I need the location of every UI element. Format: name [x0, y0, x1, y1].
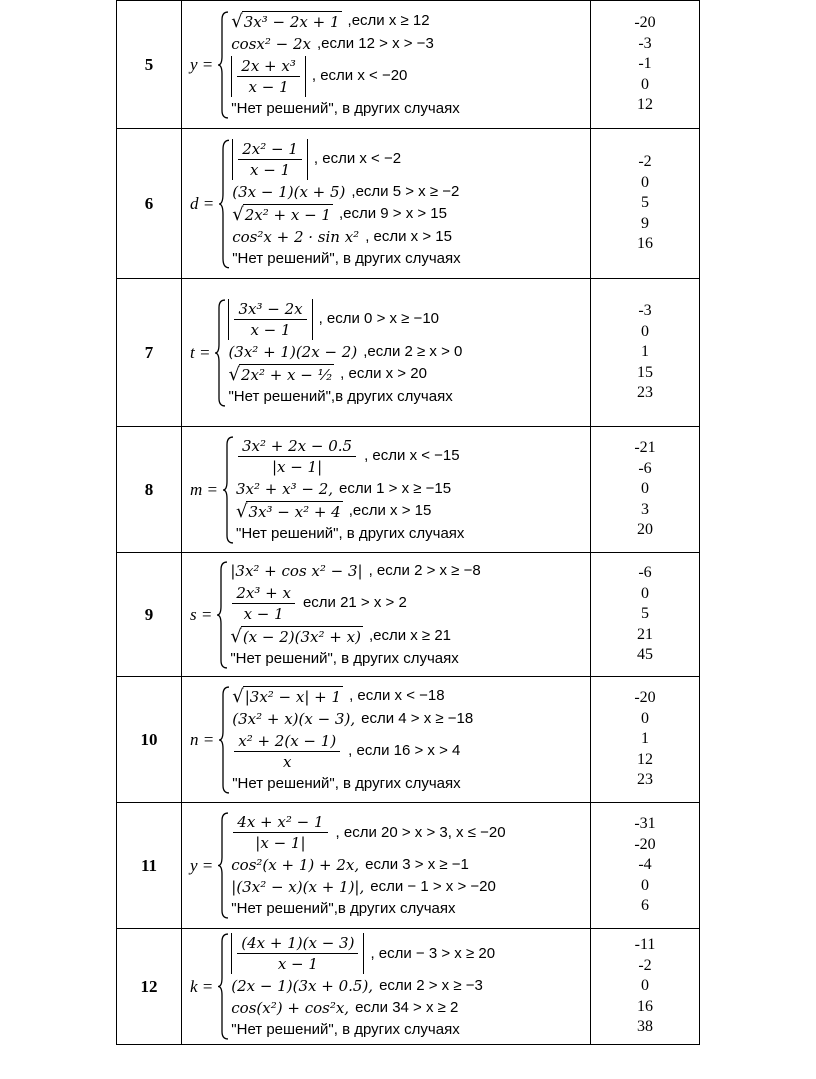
test-value: -3 [638, 302, 652, 320]
otherwise-text: "Нет решений", в других случаях [232, 774, 461, 792]
piecewise-function [182, 803, 591, 929]
case-line [230, 561, 480, 581]
case-expression [231, 56, 306, 97]
test-values [591, 803, 700, 929]
case-expression: |3x² + cos x² − 3| [230, 561, 363, 580]
denominator: x − 1 [248, 77, 289, 96]
radical-sign: √ [231, 10, 243, 32]
fraction [234, 731, 340, 772]
numerator: 3x³ − 2x [234, 299, 306, 320]
case-line [231, 976, 495, 996]
test-value: 12 [637, 750, 653, 768]
radical-sign: √ [228, 363, 240, 385]
piecewise-function [182, 553, 591, 677]
case-expression [230, 583, 297, 624]
numerator: 3x² + 2x − 0.5 [238, 436, 356, 457]
function-name: y = [190, 855, 214, 875]
case-line [232, 709, 473, 729]
case-line [232, 139, 460, 180]
test-value: 16 [637, 997, 653, 1015]
otherwise-text: "Нет решений", в других случаях [236, 524, 465, 542]
denominator: x − 1 [277, 955, 318, 973]
denominator: |x − 1| [255, 834, 306, 852]
function-definition [182, 808, 590, 923]
case-condition: , если − 3 > x ≥ 20 [370, 944, 496, 962]
task-row [117, 427, 700, 553]
task-row [117, 279, 700, 427]
case-condition: , если x < −20 [311, 67, 408, 84]
task-row [117, 1, 700, 129]
function-name: m = [190, 479, 218, 499]
case-expression: (3x − 1)(x + 5) [232, 182, 346, 201]
radical-sign: √ [236, 500, 248, 522]
test-value: -20 [634, 14, 656, 32]
cases-list [231, 812, 505, 919]
test-value: 1 [641, 343, 649, 361]
case-expression: (2x − 1)(3x + 0.5), [231, 977, 374, 995]
case-expression: cos²x + 2 · sin x² [232, 227, 360, 246]
test-value: 0 [641, 322, 649, 340]
radical-sign: √ [230, 625, 242, 647]
radicand: (x − 2)(3x² + x) [242, 627, 361, 646]
case-line [232, 731, 473, 772]
cases-list [231, 11, 459, 119]
test-values [591, 279, 700, 427]
left-brace [218, 139, 230, 269]
test-value: 3 [641, 500, 649, 518]
case-expression [232, 731, 342, 772]
tasks-table-body [117, 1, 700, 1045]
case-line [232, 182, 460, 202]
function-name: d = [190, 193, 215, 213]
test-value: -6 [638, 564, 652, 582]
case-condition: если 2 > x ≥ −3 [379, 977, 483, 994]
cases-list [230, 561, 480, 669]
cases-list [231, 933, 495, 1040]
test-value: 0 [641, 75, 649, 93]
test-value: 6 [641, 897, 649, 915]
case-expression [232, 204, 333, 225]
tasks-table [116, 0, 700, 1045]
test-value: -6 [638, 459, 652, 477]
radical-sign: √ [232, 203, 244, 225]
task-number: 9 [117, 553, 182, 677]
test-value: 0 [641, 709, 649, 727]
test-value: -20 [634, 835, 656, 853]
case-condition: ,если x > 15 [348, 502, 432, 519]
task-number: 8 [117, 427, 182, 553]
case-expression: (3x² + x)(x − 3), [232, 709, 356, 728]
absolute-value [232, 139, 308, 180]
absolute-value [228, 299, 312, 340]
case-line [231, 99, 459, 119]
function-name: k = [190, 976, 214, 996]
numerator: 4x + x² − 1 [233, 812, 327, 833]
case-expression [236, 436, 358, 477]
case-line [228, 364, 462, 385]
test-value: 5 [641, 194, 649, 212]
fraction [233, 812, 327, 853]
case-line [236, 436, 464, 477]
case-expression: cosx² − 2x [231, 34, 311, 53]
test-value: -4 [638, 856, 652, 874]
fraction [237, 56, 300, 97]
test-value: 21 [637, 625, 653, 643]
test-value: -31 [634, 815, 656, 833]
case-condition: ,если x ≥ 12 [347, 12, 430, 29]
numerator: (4x + 1)(x − 3) [237, 933, 358, 954]
left-brace [214, 299, 226, 407]
case-line [231, 855, 505, 875]
test-value: 9 [641, 214, 649, 232]
case-condition: если 21 > x > 2 [302, 594, 407, 611]
function-definition [182, 557, 590, 673]
task-row [117, 129, 700, 279]
case-line [230, 583, 480, 624]
radical-sign: √ [232, 685, 244, 707]
otherwise-text: "Нет решений",в других случаях [231, 900, 456, 917]
case-expression [232, 139, 308, 180]
task-number: 12 [117, 929, 182, 1045]
case-expression [228, 299, 312, 340]
case-condition: , если x < −2 [313, 150, 402, 167]
fraction [237, 933, 358, 974]
radicand: 3x³ − 2x + 1 [243, 12, 340, 31]
task-row [117, 677, 700, 803]
piecewise-function [182, 129, 591, 279]
case-condition: ,если x ≥ 21 [368, 627, 451, 644]
denominator: x [282, 752, 292, 771]
test-values [591, 1, 700, 129]
function-name: s = [190, 604, 213, 624]
function-definition [182, 682, 590, 798]
task-number: 10 [117, 677, 182, 803]
numerator: 2x³ + x [232, 583, 295, 604]
function-definition [182, 929, 590, 1044]
test-value: -1 [638, 55, 652, 73]
otherwise-text: "Нет решений", в других случаях [231, 99, 460, 117]
denominator: x − 1 [243, 604, 284, 623]
case-line [232, 249, 460, 269]
test-value: 0 [641, 977, 649, 995]
case-condition: если 3 > x ≥ −1 [365, 856, 469, 873]
case-line [232, 686, 473, 707]
test-values [591, 553, 700, 677]
case-condition: , если 16 > x > 4 [348, 742, 461, 759]
piecewise-function [182, 279, 591, 427]
case-condition: если 1 > x ≥ −15 [339, 479, 452, 497]
test-values [591, 427, 700, 553]
case-line [231, 933, 495, 974]
case-line [230, 626, 480, 647]
case-condition: ,если 5 > x ≥ −2 [351, 182, 460, 200]
test-value: 0 [641, 173, 649, 191]
case-condition: если 34 > x ≥ 2 [355, 999, 459, 1016]
test-value: -3 [638, 34, 652, 52]
absolute-value [231, 933, 364, 974]
case-line [228, 299, 462, 340]
otherwise-text: "Нет решений",в других случаях [228, 387, 453, 405]
case-expression: cos²(x + 1) + 2x, [231, 856, 360, 874]
case-line [228, 342, 462, 362]
fraction [238, 139, 302, 180]
left-brace [217, 933, 229, 1040]
cases-list [236, 436, 464, 544]
case-expression: cos(x²) + cos²x, [231, 999, 350, 1017]
piecewise-function [182, 929, 591, 1045]
case-line [236, 501, 464, 522]
case-condition: , если x > 20 [340, 365, 427, 382]
task-number: 6 [117, 129, 182, 279]
cases-list [232, 139, 460, 269]
radicand: 2x² + x − 1 [244, 205, 331, 224]
denominator: x − 1 [250, 320, 291, 339]
test-value: 12 [637, 96, 653, 114]
case-condition: ,если 9 > x > 15 [338, 205, 447, 222]
piecewise-function [182, 427, 591, 553]
piecewise-function [182, 677, 591, 803]
absolute-value [231, 56, 306, 97]
denominator: x − 1 [250, 160, 291, 179]
case-line [231, 998, 495, 1018]
test-value: -21 [634, 439, 656, 457]
radicand: 2x² + x − ¹⁄₂ [240, 365, 333, 384]
task-row [117, 553, 700, 677]
otherwise-text: "Нет решений", в других случаях [232, 249, 461, 267]
case-line [231, 877, 505, 897]
case-condition: , если 0 > x ≥ −10 [318, 310, 440, 327]
test-value: 5 [641, 605, 649, 623]
test-value: 23 [637, 771, 653, 789]
radicand: |3x² − x| + 1 [244, 687, 342, 706]
left-brace [217, 812, 229, 919]
case-expression [231, 933, 364, 974]
case-expression: |(3x² − x)(x + 1)|, [231, 878, 365, 896]
cases-list [228, 299, 462, 407]
case-line [232, 204, 460, 225]
case-expression [228, 364, 334, 385]
test-value: 15 [637, 363, 653, 381]
case-condition: если − 1 > x > −20 [370, 878, 496, 895]
case-condition: , если x < −15 [364, 447, 460, 464]
case-line [231, 812, 505, 853]
test-value: 45 [637, 646, 653, 664]
task-row [117, 929, 700, 1045]
test-value: -2 [638, 956, 652, 974]
fraction [238, 436, 356, 477]
test-value: 0 [641, 876, 649, 894]
left-brace [218, 686, 230, 794]
case-line [236, 524, 464, 544]
test-value: 0 [641, 480, 649, 498]
case-condition: , если x < −18 [349, 687, 445, 704]
case-line [231, 34, 459, 54]
task-number: 5 [117, 1, 182, 129]
test-value: 0 [641, 584, 649, 602]
case-condition: , если 2 > x ≥ −8 [368, 561, 481, 579]
case-expression: (3x² + 1)(2x − 2) [228, 342, 358, 361]
task-number: 11 [117, 803, 182, 929]
function-definition [182, 432, 590, 548]
denominator: |x − 1| [271, 457, 323, 476]
function-definition [182, 135, 590, 273]
left-brace [217, 11, 229, 119]
test-value: 38 [637, 1018, 653, 1036]
task-number: 7 [117, 279, 182, 427]
case-line [232, 774, 473, 794]
case-expression: 3x² + x³ − 2, [236, 479, 334, 498]
numerator: 2x² − 1 [238, 139, 302, 160]
test-value: 1 [641, 730, 649, 748]
test-value: -11 [634, 936, 656, 954]
radicand: 3x³ − x² + 4 [248, 502, 341, 521]
fraction [232, 583, 295, 624]
numerator: x² + 2(x − 1) [234, 731, 340, 752]
otherwise-text: "Нет решений", в других случаях [230, 649, 459, 667]
numerator: 2x + x³ [237, 56, 300, 77]
case-expression [231, 812, 329, 853]
function-name: n = [190, 729, 215, 749]
case-line [230, 649, 480, 669]
function-definition [182, 295, 590, 411]
test-values [591, 677, 700, 803]
test-value: 20 [637, 521, 653, 539]
case-expression [232, 686, 343, 707]
case-expression [236, 501, 343, 522]
case-condition: если 4 > x ≥ −18 [361, 709, 474, 727]
left-brace [216, 561, 228, 669]
test-values [591, 929, 700, 1045]
case-line [231, 1020, 495, 1040]
case-line [231, 56, 459, 97]
test-value: -20 [634, 689, 656, 707]
test-value: 16 [637, 235, 653, 253]
case-condition: ,если 12 > x > −3 [317, 34, 434, 52]
task-row [117, 803, 700, 929]
function-name: y = [190, 54, 214, 74]
fraction [234, 299, 306, 340]
piecewise-function [182, 1, 591, 129]
case-condition: , если 20 > x > 3, x ≤ −20 [335, 823, 506, 841]
case-expression [230, 626, 363, 647]
case-line [232, 227, 460, 247]
cases-list [232, 686, 473, 794]
case-line [231, 11, 459, 32]
case-line [228, 387, 462, 407]
test-value: -2 [638, 153, 652, 171]
case-expression [231, 11, 341, 32]
test-value: 23 [637, 384, 653, 402]
case-condition: ,если 2 ≥ x > 0 [363, 342, 463, 360]
function-definition [182, 7, 590, 123]
function-name: t = [190, 342, 211, 362]
case-line [236, 479, 464, 499]
left-brace [222, 436, 234, 544]
otherwise-text: "Нет решений", в других случаях [231, 1021, 460, 1038]
case-condition: , если x > 15 [365, 227, 452, 245]
case-line [231, 899, 505, 919]
test-values [591, 129, 700, 279]
